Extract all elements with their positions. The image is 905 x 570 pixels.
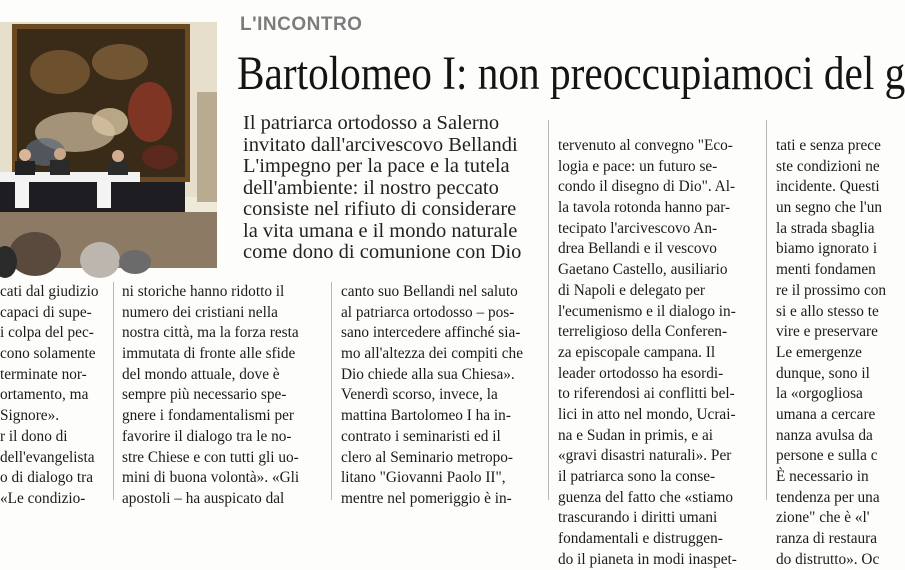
body-line: ortamento, ma (0, 386, 89, 404)
body-line: do distrutto». Oc (776, 550, 880, 568)
body-line: la «orgogliosa (776, 385, 863, 403)
body-line: tecipato l'arcivescovo An- (558, 219, 718, 237)
body-line: mattina Bartolomeo I ha in- (341, 407, 511, 425)
body-line: za episcopale campana. Il (558, 343, 716, 361)
body-line: ste condizioni ne (776, 157, 880, 175)
body-line: si e allo stesso te (776, 302, 879, 320)
deck-line: invitato dall'arcivescovo Bellandi (243, 133, 518, 156)
body-line: tervenuto al convegno "Eco- (558, 137, 733, 154)
body-line: ni storiche hanno ridotto il (122, 283, 285, 300)
body-line: stre Chiese e con tutti gli uo- (122, 448, 299, 466)
body-line: terreligioso della Conferen- (558, 323, 728, 341)
body-column-1 (0, 282, 110, 510)
body-line: biamo ignorato i (776, 240, 878, 258)
body-line: litano "Giovanni Paolo II", (341, 469, 506, 487)
body-line: canto suo Bellandi nel saluto (341, 283, 518, 300)
body-line: na e Sudan in primis, e ai (558, 426, 714, 444)
body-column-4 (558, 136, 754, 570)
body-line: al patriarca ortodosso – pos- (341, 303, 515, 321)
body-line: di Napoli e delegato per (558, 281, 705, 299)
body-line: «Le condizio- (0, 489, 86, 507)
body-line: clero al Seminario metropo- (341, 448, 514, 466)
body-line: Dio chiede alla sua Chiesa». (341, 365, 515, 383)
body-line: re il prossimo con (776, 281, 887, 299)
body-line: l'ecumenismo e il dialogo in- (558, 302, 736, 320)
body-line: i colpa del pec- (0, 324, 94, 342)
body-line: guenza del fatto che «stiamo (558, 488, 733, 506)
body-line: umana a cercare (776, 405, 876, 423)
body-line: immutata di fronte alle sfide (122, 345, 296, 363)
body-line: vire e preservare (776, 323, 878, 341)
body-line: capaci di supe- (0, 303, 92, 321)
body-line: drea Bellandi e il vescovo (558, 240, 717, 258)
body-line: la tavola rotonda hanno par- (558, 199, 731, 217)
body-line: zione" che è «l' (776, 509, 870, 527)
body-line: persone e sulla c (776, 447, 878, 465)
body-line: dunque, sono il (776, 364, 870, 382)
deck-subtitle (243, 113, 543, 264)
body-line: leader ortodosso ha esordi- (558, 364, 724, 382)
body-line: terminate nor- (0, 365, 87, 383)
body-line: del mondo attuale, dove è (122, 365, 280, 383)
deck-line: dell'ambiente: il nostro peccato (243, 176, 499, 199)
body-line: la strada sbaglia (776, 219, 875, 237)
body-line: numero dei cristiani nella (122, 303, 278, 321)
body-line: il patriarca sono la conse- (558, 468, 716, 485)
body-line: È necessario in (776, 468, 869, 485)
body-line: gnere i fondamentalismi per (122, 407, 295, 425)
body-line: Le emergenze (776, 343, 862, 361)
body-line: ranza di restaura (776, 530, 878, 548)
body-line: contrato i seminaristi ed il (341, 427, 501, 445)
body-line: r il dono di (0, 427, 68, 445)
body-line: favorire il dialogo tra le no- (122, 427, 292, 445)
body-line: do il pianeta in modi inaspet- (558, 550, 737, 568)
deck-line: L'impegno per la pace e la tutela (243, 155, 510, 177)
body-line: un segno che l'un (776, 199, 882, 217)
body-column-3 (341, 282, 541, 510)
body-column-5 (776, 136, 892, 570)
body-line: sempre più necessario spe- (122, 386, 287, 404)
conference-photo-graphic (0, 22, 217, 268)
deck-line: la vita umana e il mondo naturale (243, 219, 518, 242)
body-line: nostra città, ma la forza resta (122, 324, 299, 342)
body-line: dell'evangelista (0, 448, 95, 466)
section-label: L'INCONTRO (240, 14, 363, 35)
body-line: trascurando i diritti umani (558, 509, 718, 527)
body-line: condo il disegno di Dio". Al- (558, 178, 736, 196)
body-line: cono solamente (0, 345, 96, 363)
body-line: logia e pace: un futuro se- (558, 157, 718, 175)
column-divider (766, 120, 767, 500)
body-line: tendenza per una (776, 488, 880, 506)
body-line: fondamentali e distruggen- (558, 530, 723, 548)
deck-line: Il patriarca ortodosso a Salerno (243, 112, 500, 134)
body-line: «gravi disastri naturali». Per (558, 447, 732, 465)
body-line: incidente. Questi (776, 178, 880, 196)
body-line: Signore». (0, 407, 60, 425)
column-divider (113, 282, 114, 500)
body-line: menti fondamen (776, 261, 876, 279)
body-column-2 (122, 282, 322, 510)
body-line: to riferendosi ai conflitti bel- (558, 385, 735, 403)
body-line: nanza avulsa da (776, 426, 873, 444)
body-line: sano intercedere affinché sia- (341, 324, 521, 342)
column-divider (331, 282, 332, 500)
body-line: mo all'altezza dei compiti che (341, 345, 523, 363)
body-line: mini di buona volontà». «Gli (122, 469, 300, 487)
article-photo (0, 22, 217, 268)
headline: Bartolomeo I: non preoccupiamoci del g (237, 47, 905, 100)
deck-line: consiste nel rifiuto di considerare (243, 198, 517, 220)
body-line: Venerdì scorso, invece, la (341, 386, 498, 404)
body-line: o di dialogo tra (0, 469, 94, 487)
column-divider (548, 120, 549, 500)
body-line: apostoli – ha auspicato dal (122, 489, 285, 507)
body-line: Gaetano Castello, ausiliario (558, 261, 728, 279)
body-line: cati dal giudizio (0, 283, 99, 300)
body-line: mentre nel pomeriggio è in- (341, 489, 512, 507)
deck-line: come dono di comunione con Dio (243, 241, 522, 263)
body-line: lici in atto nel mondo, Ucrai- (558, 405, 736, 423)
body-line: tati e senza prece (776, 137, 881, 154)
